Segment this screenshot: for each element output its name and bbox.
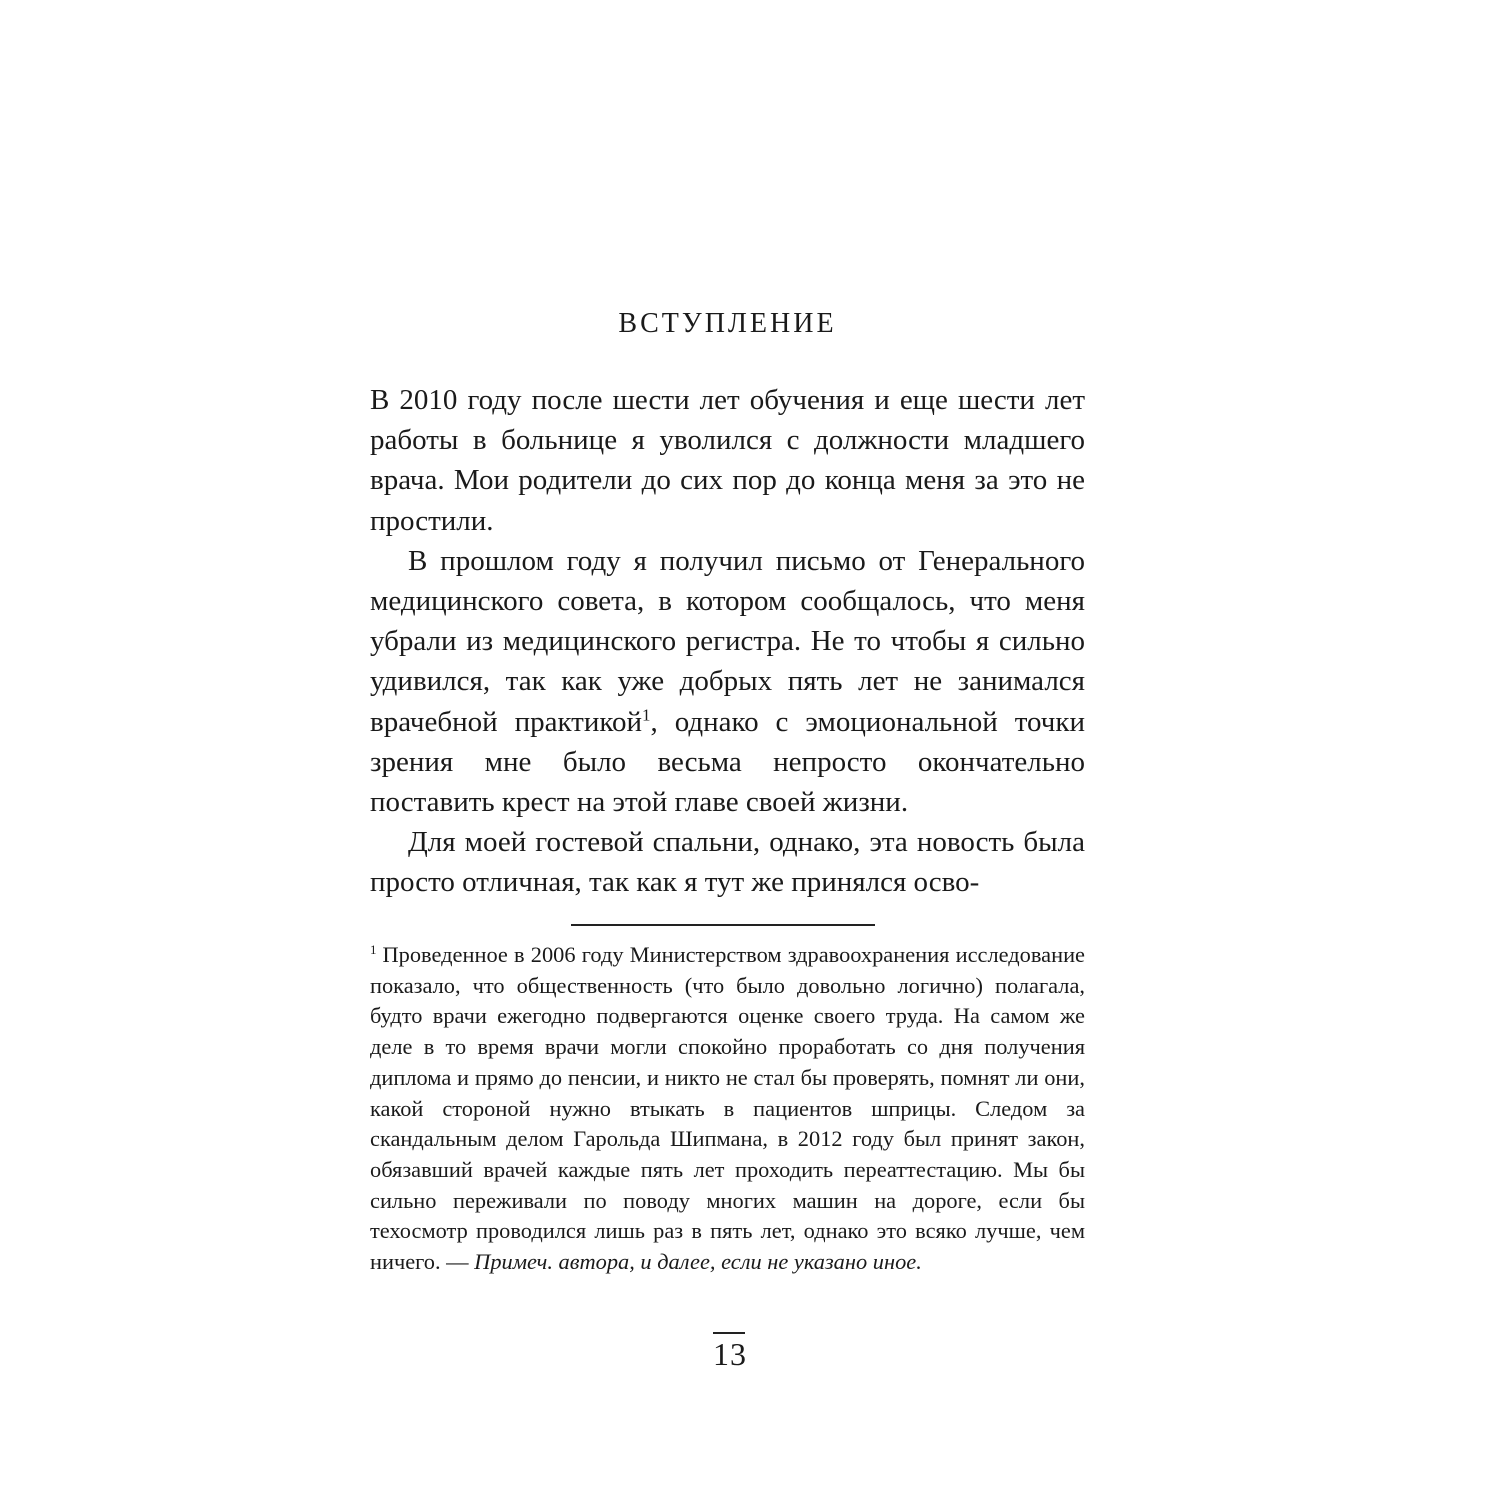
paragraph-3: Для моей гостевой спальни, однако, эта новость была просто отличная, так как я тут же принялся осво- — [370, 826, 1085, 899]
paragraph-1: В 2010 году после шести лет обучения и еще шести лет работы в больнице я уволился с должности младшего врача. Мои родители до сих пор до конца меня за это не простили. — [370, 384, 1085, 537]
body-text — [370, 380, 1085, 903]
page-number: 13 — [713, 1336, 747, 1372]
footnote-number: 1 — [370, 941, 377, 957]
footnote-separator — [571, 924, 875, 926]
chapter-title: ВСТУПЛЕНИЕ — [618, 308, 837, 339]
paragraph-2 — [370, 541, 1085, 822]
page-number-rule — [713, 1332, 745, 1334]
paragraph-2-continued: , однако с эмоциональной точки зрения мне было весьма непросто окончательно поставить крест на этой главе своей жизни. — [370, 705, 1085, 819]
footnote-author-note: Примеч. автора, и далее, если не указано иное. — [474, 1249, 922, 1275]
footnote — [370, 940, 1085, 1278]
paragraph-2-text: В прошлом году я получил письмо от Генерального медицинского совета, в котором сообщалось, что меня убрали из медицинского регистра. Не то чтобы я сильно удивился, так как уже добрых пять лет не занимался врачебной практикой — [370, 544, 1085, 738]
footnote-text: Проведенное в 2006 году Министерством здравоохранения исследование показало, что общественность (что было довольно логично) полагала, будто врачи ежегодно подвергаются оценке своего труда. На самом же деле в то время врачи могли спокойно проработать со дня получения диплома и прямо до пенсии, и никто не стал бы проверять, помнят ли они, какой стороной нужно втыкать в пациентов шприцы. Следом за скандальным делом Гарольда Шипмана, в 2012 году был принят закон, обязавший врачей каждые пять лет проходить переаттестацию. Мы бы сильно переживали по поводу многих машин на дороге, если бы техосмотр проводился лишь раз в пять лет, однако это всяко лучше, чем ничего. — — [370, 942, 1085, 1275]
footnote-reference[interactable]: 1 — [642, 704, 651, 724]
